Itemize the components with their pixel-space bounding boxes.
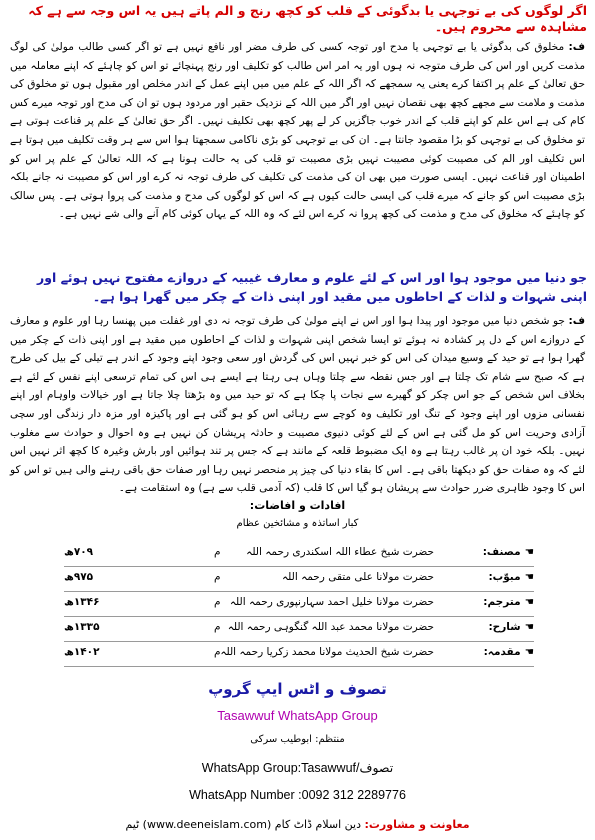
credits-row: ☚مصنف: حضرت شیخ عطاء اللہ اسکندری رحمہ اللہ م ۷۰۹ھ — [64, 542, 534, 567]
credits-name: حضرت شیخ عطاء اللہ اسکندری رحمہ اللہ — [246, 546, 434, 558]
footer — [60, 818, 535, 831]
credits-row: ☚مبوّب: حضرت مولانا علی متقی رحمہ اللہ م ۹۷۵ھ — [64, 567, 534, 592]
credits-m: م — [214, 546, 221, 558]
credits-year: ۷۰۹ھ — [64, 546, 94, 558]
paragraph-1-lead: ف: — [568, 41, 585, 53]
credits-m: م — [214, 646, 221, 658]
credits-year: ۱۳۴۶ھ — [64, 596, 100, 608]
credits-row: ☚مترجم: حضرت مولانا خلیل احمد سہارنپوری رحمہ اللہ م ۱۳۴۶ھ — [64, 592, 534, 617]
credits-name: حضرت مولانا محمد عبد اللہ گنگوہی رحمہ اللہ — [227, 621, 434, 633]
credits-year: ۹۷۵ھ — [64, 571, 94, 583]
credits-name: حضرت شیخ الحدیث مولانا محمد زکریا رحمہ اللہ — [220, 646, 434, 658]
credits-title: افادات و افاضات: — [249, 499, 346, 512]
footer-label: معاونت و مشاورت: — [364, 818, 470, 831]
organizer-line: منتظم: ابوطیب سرکی — [250, 734, 345, 745]
credits-m: م — [214, 621, 221, 633]
pointing-hand-icon: ☚ — [524, 621, 534, 633]
credits-row: ☚مقدمہ: حضرت شیخ الحدیث مولانا محمد زکریا رحمہ اللہ م ۱۴۰۲ھ — [64, 642, 534, 667]
paragraph-1 — [10, 38, 585, 224]
paragraph-2-lead: ف: — [568, 315, 586, 327]
pointing-hand-icon: ☚ — [524, 596, 534, 608]
pointing-hand-icon: ☚ — [524, 546, 534, 558]
credits-row: ☚شارح: حضرت مولانا محمد عبد اللہ گنگوہی رحمہ اللہ م ۱۳۳۵ھ — [64, 617, 534, 642]
footer-text[interactable]: دین اسلام ڈاٹ کام (www.deeneislam.com) ٹیم — [125, 818, 361, 831]
whatsapp-number-line: WhatsApp Number :0092 312 2289776 — [189, 788, 406, 802]
section-heading-1: اگر لوگوں کی بے توجہی یا بدگوئی کے قلب کو کچھ رنج و الم پاتے ہیں یہ اس وجہ سے ہے کہ مشاہدہ سے محروم ہیں۔ — [28, 3, 587, 34]
credits-subtitle: کبار اساتذہ و مشائخین عظام — [236, 518, 359, 529]
credits-list — [64, 542, 534, 667]
pointing-hand-icon: ☚ — [524, 571, 534, 583]
paragraph-2-text: جو شخص دنیا میں موجود اور پیدا ہوا اور اس نے اپنے مولیٰ کی طرف توجہ نہ دی اور غفلت میں پھنسا رہا اور علوم و معارف کے دروازے اس کے دل پر کشادہ نہ ہوئے تو ایسا شخص اپنی شہوات و لذات کے احاطوں میں مقید ہے اور اپنی ذات کے چکر میں گھرا ہوا ہے تو حید کے وسیع میدان کی اس کو خبر نہیں اس کی گردش اور سعی وجود اپنے وجود کے اندر ہے تیلی کے بیل کی طرح ہے کہ صبح سے شام تک چلتا ہے اور جس نقطہ سے چلتا وہاں ہی رہتا ہے ایسے ہی اس کی تمام ترسعی اپنے نفس کے لئے ہے بخلاف اس شخص کے جو اس چکر کو گھیرے سے نجات پا چکا ہے کہ تو حید میں وہ بڑھتا چلا جاتا ہے اور خیالات واوہام اور اپنے نفسانی مزوں اور اپنے وجود کے تنگ اور تکلیف وہ کوچے سے رہائی اس کو ہو گئی ہے اور پاکیزہ اور مزہ دار زندگی اور سچی آزادی وحریت اس کو مل گئی ہے اس کے لئے کوئی دنیوی مصیبت و حادثہ پریشان کن نہیں ہے وہ احوال و حوادث سے مغلوب نہیں۔ بلکہ خود ان پر غالب رہتا ہے وہ ایک مضبوط قلعہ کے مانند ہے کہ جس پر تند ہوائیں اور بارش وغیرہ کا کچھ اثر نہیں اس لئے کہ وہ صفات حق کو دیکھتا باقی ہے۔ اس کا بقاء دنیا کی چیز پر منحصر نہیں رہا اور صفات حق باقی رہنے والی ہیں تو اس کو اس کا وجود ظاہری ضرر حوادث سے پریشان ہو گیا اس کا قلب (کہ آدمی قلب سے ہے) وہ استقامت ہے۔ — [10, 315, 585, 495]
credits-year: ۱۴۰۲ھ — [64, 646, 100, 658]
credits-name: حضرت مولانا خلیل احمد سہارنپوری رحمہ اللہ — [229, 596, 434, 608]
pointing-hand-icon: ☚ — [524, 646, 534, 658]
credits-name: حضرت مولانا علی متقی رحمہ اللہ — [282, 571, 434, 583]
section-heading-2: جو دنیا میں موجود ہوا اور اس کے لئے علوم و معارف غیبیہ کے دروازے مفتوح نہیں ہوئے اور اپنی شہوات و لذات کے احاطوں میں مقید اور اپنی ذات کے چکر میں گھرا ہوا ہے۔ — [37, 270, 587, 304]
whatsapp-group-line: WhatsApp Group:Tasawwuf/تصوف — [201, 761, 394, 775]
paragraph-2 — [10, 312, 585, 498]
credits-year: ۱۳۳۵ھ — [64, 621, 100, 633]
paragraph-1-text: مخلوق کی بدگوئی یا بے توجہی یا مدح اور توجہ کسی کی طرف مضر اور نافع نہیں ہے تو اگر کسی طالب مولیٰ کی لوگ مذمت کریں اور اس کی طرف متوجہ نہ ہوں اور یہ امر اس طالب کو تکلیف اور رنج پہنچائے تو اس کو چاہئے کہ اپنے معاملہ میں حق تعالیٰ کے علم پر اکتفا کرے یعنی یہ سمجھے کہ اگر اللہ کے علم میں میں اپنے عمل کے اندر مخلص اور مقبول ہوں تو مخلوق کی مذمت و ملامت سے مجھے کچھ بھی نقصان نہیں اور اگر میں اللہ کے نزدیک حقیر اور مردود ہوں تو ان کی مدح اور توجہ میرے کس کام کی ہے اس علم کو اپنے قلب کے اندر خوب جاگزیں کر لے پھر کچھ بھی تکلیف نہیں۔ اگر حق تعالیٰ کے علم پر قناعت ہوتی ہے تو مخلوق کی بے توجہی کو بڑا مقصود جانتا ہے۔ ان کی بے توجہی کو بڑی ناکامی سمجھتا ہوا اس سے ہر وقت تکلیف میں ہوتا ہے اس تکلیف اور الم کی مصیبت کوئی مصیبت نہیں بڑی مصیبت تو قلب کی یہ حالت ہونا ہے کہ اللہ تعالیٰ کے علم پر اس کو اطمینان اور قناعت نہیں۔ ایسی صورت میں بھی ان کی مذمت کی تکلیف کی طرف توجہ نہ کرے اور اس کو مصیبت نہ جانے بلکہ بڑی مصیبت اس کو جانے کہ میرے قلب کی ایسی حالت کیوں ہے کہ اس کو لوگوں کی مدح و مذمت کی پروا ہوتی ہے۔ پس سالک کو چاہئے کہ مخلوق کی مدح و مذمت کی کچھ پروا نہ کرے اس لئے کہ وہ اللہ کے یہاں کوئی کام آنے والی شے نہیں ہے۔ — [10, 41, 585, 221]
credits-m: م — [214, 596, 221, 608]
english-group-title: Tasawwuf WhatsApp Group — [217, 708, 378, 723]
credits-m: م — [214, 571, 221, 583]
urdu-group-title: تصوف و اٹس ایپ گروپ — [208, 680, 387, 698]
